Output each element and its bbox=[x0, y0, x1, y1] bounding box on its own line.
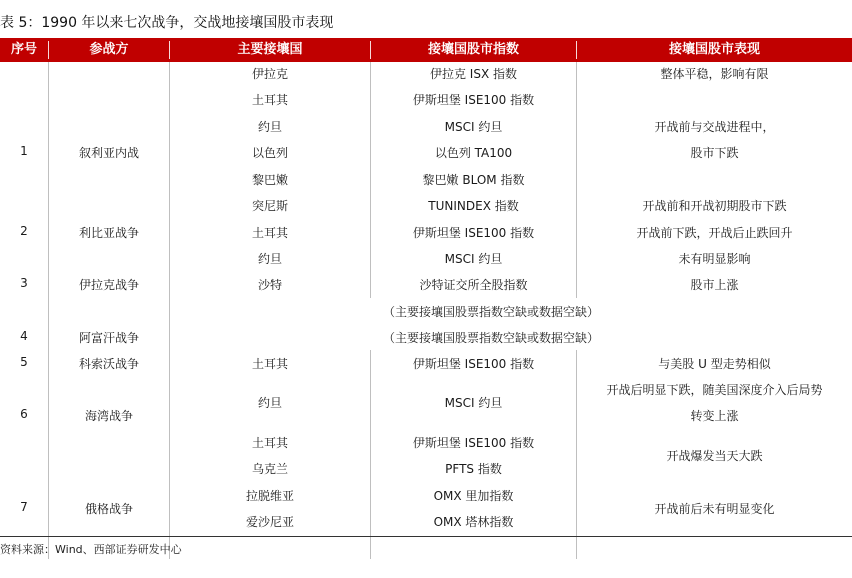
market-performance: 股市上涨 bbox=[690, 278, 739, 292]
market-performance: 未有明显影响 bbox=[678, 252, 751, 266]
market-index: 黎巴嫩 BLOM 指数 bbox=[422, 173, 525, 187]
war-name: 俄格战争 bbox=[84, 502, 133, 516]
header-border-country: 主要接壤国 bbox=[237, 42, 303, 57]
war-name: 叙利亚内战 bbox=[78, 146, 139, 160]
market-performance: 转变上涨 bbox=[690, 409, 739, 423]
war-number: 4 bbox=[20, 329, 28, 343]
market-index: 伊拉克 ISX 指数 bbox=[429, 67, 517, 81]
market-index: OMX 里加指数 bbox=[433, 489, 514, 503]
border-country: 土耳其 bbox=[251, 357, 288, 371]
table-bottom-rule bbox=[0, 536, 852, 537]
border-country: 土耳其 bbox=[251, 436, 288, 450]
market-performance: 开战前后未有明显变化 bbox=[654, 502, 775, 516]
market-performance: 整体平稳，影响有限 bbox=[660, 67, 769, 81]
border-country: 爱沙尼亚 bbox=[245, 515, 294, 529]
border-country: 乌克兰 bbox=[251, 462, 288, 476]
market-index: 伊斯坦堡 ISE100 指数 bbox=[412, 93, 535, 107]
source-note: 资料来源：Wind、西部证券研发中心 bbox=[0, 543, 182, 556]
header-no: 序号 bbox=[10, 42, 37, 57]
war-number: 2 bbox=[20, 224, 28, 238]
table-body bbox=[0, 62, 852, 559]
market-performance: 股市下跌 bbox=[690, 146, 739, 160]
market-index: 伊斯坦堡 ISE100 指数 bbox=[412, 226, 535, 240]
border-country: 以色列 bbox=[251, 146, 288, 160]
war-name: 阿富汗战争 bbox=[78, 331, 139, 345]
border-country: 约旦 bbox=[257, 252, 282, 266]
market-index: 伊斯坦堡 ISE100 指数 bbox=[412, 436, 535, 450]
border-country: 伊拉克 bbox=[251, 67, 288, 81]
market-index: MSCI 约旦 bbox=[444, 120, 503, 134]
war-number: 7 bbox=[20, 500, 28, 514]
border-country: 土耳其 bbox=[251, 226, 288, 240]
border-country: 土耳其 bbox=[251, 93, 288, 107]
market-index: MSCI 约旦 bbox=[444, 396, 503, 410]
market-index: TUNINDEX 指数 bbox=[428, 199, 519, 213]
table-header bbox=[0, 38, 852, 62]
border-country: 约旦 bbox=[257, 396, 282, 410]
market-index: 沙特证交所全股指数 bbox=[419, 278, 528, 292]
market-index: MSCI 约旦 bbox=[444, 252, 503, 266]
market-performance: 与美股 U 型走势相似 bbox=[658, 357, 771, 371]
header-belligerents: 参战方 bbox=[89, 42, 129, 57]
war-name: 利比亚战争 bbox=[78, 226, 139, 240]
border-country: 拉脱维亚 bbox=[245, 489, 294, 503]
column-divider bbox=[169, 62, 170, 559]
border-country: 约旦 bbox=[257, 120, 282, 134]
war-number: 5 bbox=[20, 355, 28, 369]
market-index: PFTS 指数 bbox=[445, 462, 502, 476]
war-market-table bbox=[0, 38, 852, 559]
market-performance: 开战爆发当天大跌 bbox=[666, 449, 763, 463]
war-name: 伊拉克战争 bbox=[78, 278, 139, 292]
war-number: 3 bbox=[20, 276, 28, 290]
market-performance: 开战前和开战初期股市下跌 bbox=[642, 199, 787, 213]
market-index: 以色列 TA100 bbox=[434, 146, 513, 160]
border-country: 黎巴嫩 bbox=[251, 173, 288, 187]
war-name: 科索沃战争 bbox=[78, 357, 139, 371]
header-market-index: 接壤国股市指数 bbox=[427, 42, 519, 57]
column-divider bbox=[48, 62, 49, 559]
market-index: OMX 塔林指数 bbox=[433, 515, 514, 529]
market-index: 伊斯坦堡 ISE100 指数 bbox=[412, 357, 535, 371]
market-performance: 开战前下跌，开战后止跌回升 bbox=[636, 226, 793, 240]
no-data-note: （主要接壤国股票指数空缺或数据空缺） bbox=[383, 305, 600, 319]
no-data-note: （主要接壤国股票指数空缺或数据空缺） bbox=[383, 331, 600, 345]
war-number: 1 bbox=[20, 144, 28, 158]
war-number: 6 bbox=[20, 407, 28, 421]
table-title: 表 5：1990 年以来七次战争，交战地接壤国股市表现 bbox=[0, 15, 334, 31]
header-market-performance: 接壤国股市表现 bbox=[668, 42, 760, 57]
border-country: 突尼斯 bbox=[251, 199, 288, 213]
war-name: 海湾战争 bbox=[84, 409, 133, 423]
border-country: 沙特 bbox=[257, 278, 282, 292]
market-performance: 开战前与交战进程中， bbox=[654, 120, 775, 134]
market-performance: 开战后明显下跌，随美国深度介入后局势 bbox=[606, 383, 823, 397]
